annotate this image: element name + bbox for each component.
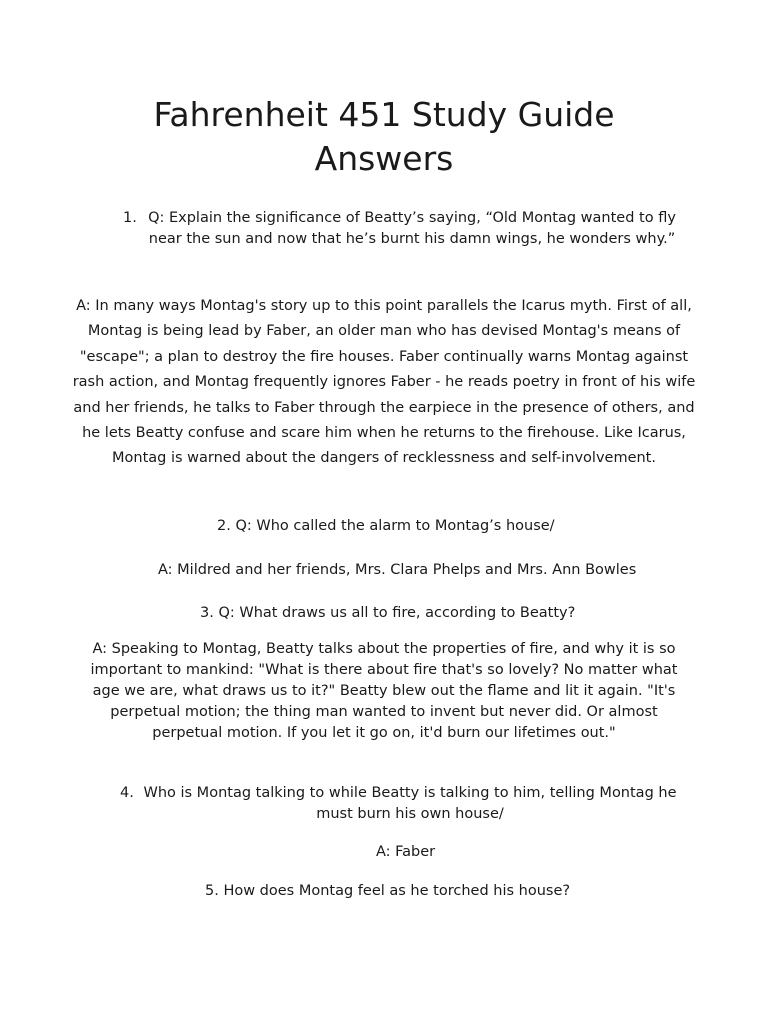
question-1-number: 1. xyxy=(123,210,137,226)
title-line-2: Answers xyxy=(314,139,454,178)
answer-1: A: In many ways Montag's story up to this point parallels the Icarus myth. First of all, Montag is being lead by Faber, an older man who has devised Montag's means of "escape"; a plan to destroy the fire houses. Faber continually warns Montag against rash action, and Montag frequently ignores Faber - he reads poetry in front of his wife and her friends, he talks to Faber through the earpiece in the presence of others, and he lets Beatty confuse and scare him when he returns to the firehouse. Like Icarus, Montag is warned about the dangers of recklessness and self-involvement. xyxy=(72,298,696,467)
question-2: 2. Q: Who called the alarm to Montag’s house/ xyxy=(217,518,555,534)
question-5: 5. How does Montag feel as he torched his house? xyxy=(205,883,571,899)
title-line-1: Fahrenheit 451 Study Guide xyxy=(153,95,615,134)
answer-4: A: Faber xyxy=(376,844,436,860)
question-1 xyxy=(118,208,678,250)
answer-3: A: Speaking to Montag, Beatty talks about the properties of fire, and why it is so important to mankind: "What is there about fire that's so lovely? No matter what age we are, what draws us to it?" Beatty blew out the flame and lit it again. "It's perpetual motion; the thing man wanted to invent but never did. Or almost perpetual motion. If you let it go on, it'd burn our lifetimes out." xyxy=(90,641,678,741)
question-3: 3. Q: What draws us all to fire, according to Beatty? xyxy=(200,605,576,621)
question-1-text: Q: Explain the significance of Beatty’s saying, “Old Montag wanted to fly near the sun and now that he’s burnt his damn wings, he wonders why.” xyxy=(148,210,676,247)
page-title xyxy=(60,93,708,181)
question-4-number: 4. xyxy=(120,785,134,801)
answer-2: A: Mildred and her friends, Mrs. Clara Phelps and Mrs. Ann Bowles xyxy=(158,562,637,578)
question-4-text: Who is Montag talking to while Beatty is talking to him, telling Montag he must burn his own house/ xyxy=(143,785,677,822)
question-4 xyxy=(118,783,678,825)
